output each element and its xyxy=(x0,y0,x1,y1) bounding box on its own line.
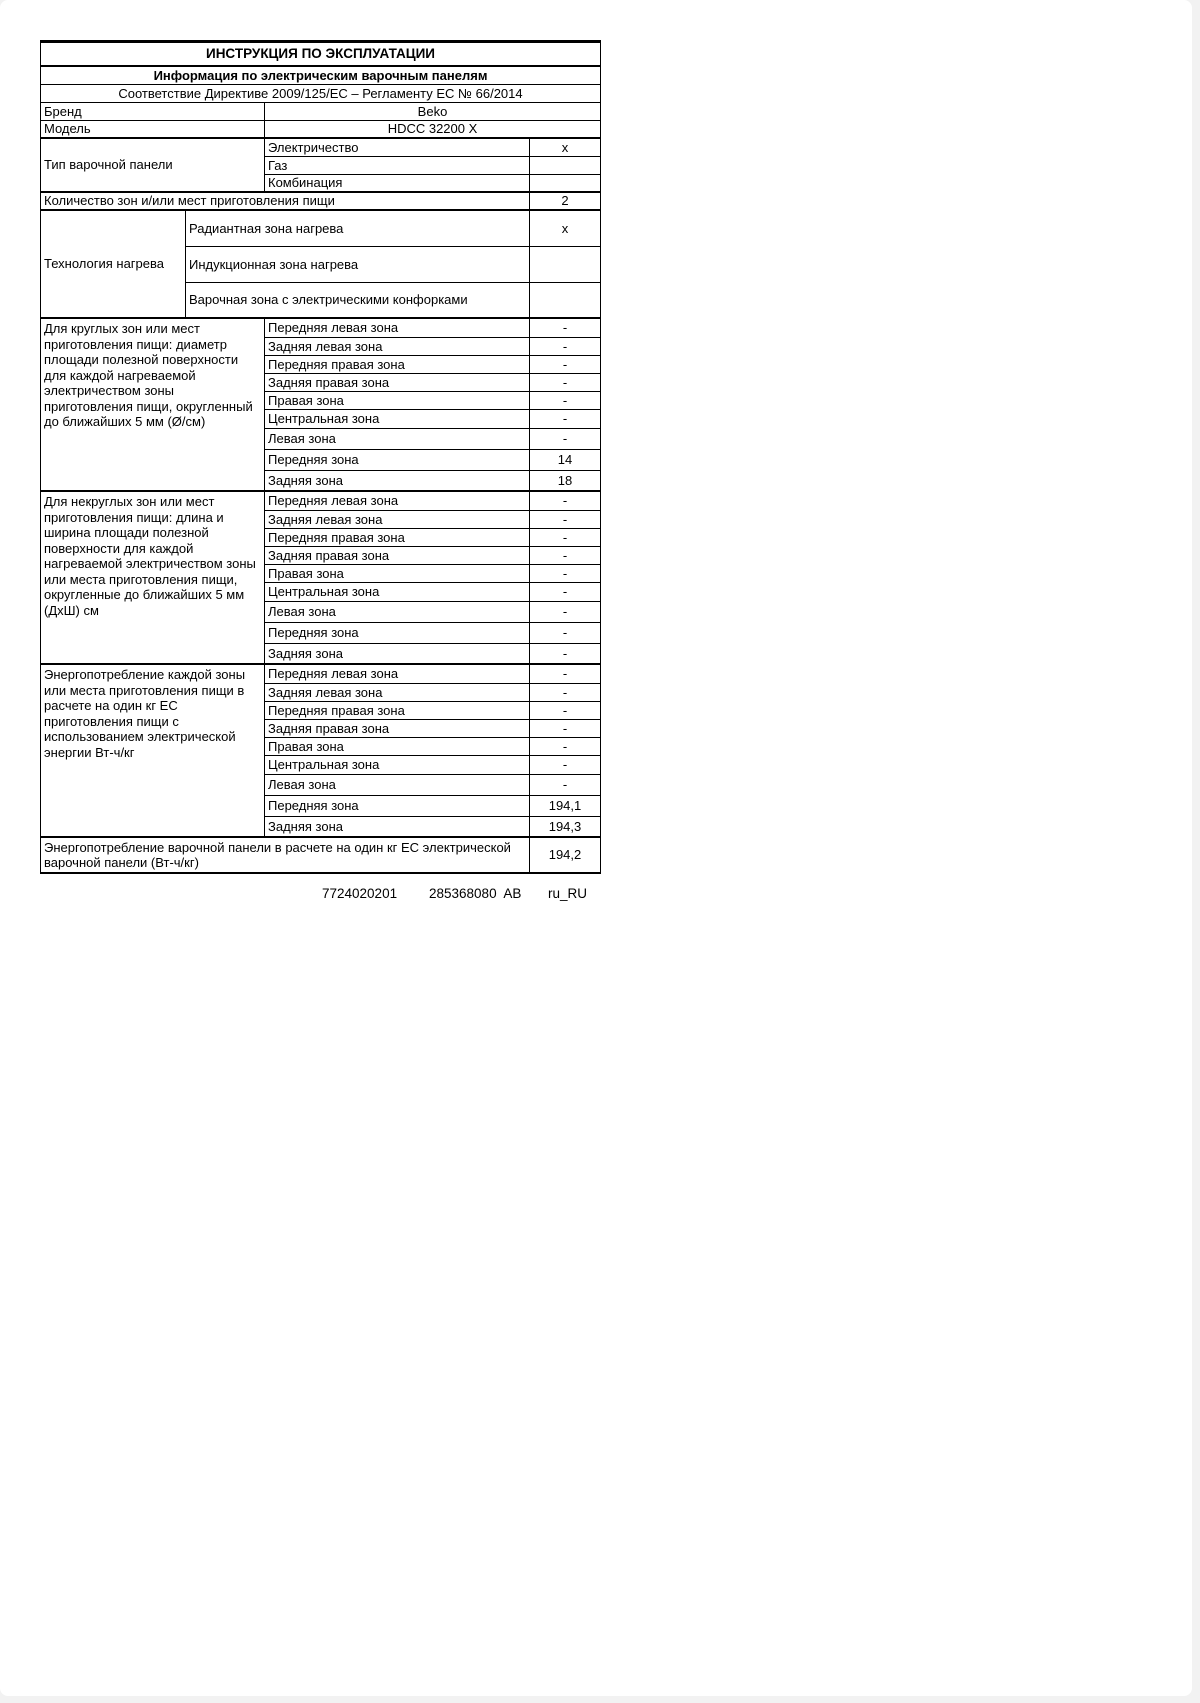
round-zone-row-label: Передняя правая зона xyxy=(265,356,530,374)
round-zone-row-value: - xyxy=(530,410,600,429)
nonround-zone-row-value: - xyxy=(530,565,600,583)
nonround-zone-row-label: Передняя левая зона xyxy=(265,492,530,511)
heating-tech-option-label: Радиантная зона нагрева xyxy=(186,211,530,247)
nonround-zone-row-value: - xyxy=(530,644,600,665)
heating-tech-option-value xyxy=(530,247,600,283)
hob-type-label: Тип варочной панели xyxy=(41,139,265,193)
nonround-zone-row-label: Левая зона xyxy=(265,602,530,623)
directive-line: Соответствие Директиве 2009/125/ЕС – Регламенту ЕС № 66/2014 xyxy=(41,85,600,103)
energy-zone-row-label: Правая зона xyxy=(265,738,530,756)
energy-zone-row-value: - xyxy=(530,665,600,684)
heating-tech-option-value xyxy=(530,283,600,319)
round-zone-row-label: Левая зона xyxy=(265,429,530,450)
energy-zone-row-label: Передняя левая зона xyxy=(265,665,530,684)
zone-count-label: Количество зон и/или мест приготовления пищи xyxy=(41,193,530,211)
footer-code-2: 285368080 AB xyxy=(429,886,522,901)
hob-type-option-label: Комбинация xyxy=(265,175,530,193)
heating-tech-option-value: x xyxy=(530,211,600,247)
round-zone-row-value: - xyxy=(530,356,600,374)
spec-table xyxy=(40,103,601,874)
sheet-header xyxy=(40,40,601,103)
energy-zone-row-label: Задняя правая зона xyxy=(265,720,530,738)
energy-zone-row-value: 194,1 xyxy=(530,796,600,817)
round-zone-row-label: Передняя левая зона xyxy=(265,319,530,338)
energy-zone-row-value: - xyxy=(530,756,600,775)
footer-locale: ru_RU xyxy=(548,886,588,901)
energy-zone-row-value: - xyxy=(530,738,600,756)
nonround-zone-row-label: Задняя зона xyxy=(265,644,530,665)
hob-type-option-label: Газ xyxy=(265,157,530,175)
energy-zone-row-value: - xyxy=(530,702,600,720)
heating-tech-label: Технология нагрева xyxy=(41,211,186,319)
hob-type-option-value xyxy=(530,157,600,175)
nonround-zone-row-label: Правая зона xyxy=(265,565,530,583)
round-zone-row-label: Передняя зона xyxy=(265,450,530,471)
energy-zone-row-label: Задняя левая зона xyxy=(265,684,530,702)
round-zone-row-value: 18 xyxy=(530,471,600,492)
energy-zone-row-label: Задняя зона xyxy=(265,817,530,838)
round-zone-row-value: - xyxy=(530,319,600,338)
heating-tech-option-label: Индукционная зона нагрева xyxy=(186,247,530,283)
energy-zone-row-value: - xyxy=(530,775,600,796)
round-zone-row-label: Задняя правая зона xyxy=(265,374,530,392)
nonround-zone-row-value: - xyxy=(530,529,600,547)
zone-count-value: 2 xyxy=(530,193,600,211)
model-value: HDCC 32200 X xyxy=(265,121,600,139)
nonround-zone-row-value: - xyxy=(530,511,600,529)
round-zone-row-label: Задняя левая зона xyxy=(265,338,530,356)
round-zone-row-value: - xyxy=(530,429,600,450)
nonround-zone-row-label: Центральная зона xyxy=(265,583,530,602)
nonround-zone-row-value: - xyxy=(530,492,600,511)
round-zone-row-value: 14 xyxy=(530,450,600,471)
nonround-zone-row-value: - xyxy=(530,602,600,623)
round-zone-row-label: Центральная зона xyxy=(265,410,530,429)
nonround-zone-row-value: - xyxy=(530,623,600,644)
document-footer xyxy=(40,886,601,904)
energy-zone-row-value: 194,3 xyxy=(530,817,600,838)
round-zone-row-value: - xyxy=(530,392,600,410)
nonround-zone-group-label: Для некруглых зон или мест приготовления пищи: длина и ширина площади полезной поверхности для каждой нагреваемой электричеством зоны или места приготовления пищи, округленные до ближайших 5 мм (ДхШ) см xyxy=(41,492,265,665)
round-zone-row-label: Правая зона xyxy=(265,392,530,410)
nonround-zone-row-label: Передняя зона xyxy=(265,623,530,644)
brand-label: Бренд xyxy=(41,103,265,121)
round-zone-group-label: Для круглых зон или мест приготовления пищи: диаметр площади полезной поверхности для каждой нагреваемой электричеством зоны приготовления пищи, округленный до ближайших 5 мм (Ø/см) xyxy=(41,319,265,492)
sheet-title: ИНСТРУКЦИЯ ПО ЭКСПЛУАТАЦИИ xyxy=(41,43,600,67)
heating-tech-option-label: Варочная зона с электрическими конфорками xyxy=(186,283,530,319)
product-info-sheet xyxy=(40,40,601,874)
nonround-zone-row-value: - xyxy=(530,547,600,565)
energy-total-value: 194,2 xyxy=(530,838,600,874)
energy-zone-row-label: Передняя правая зона xyxy=(265,702,530,720)
energy-zone-group-label: Энергопотребление каждой зоны или места приготовления пищи в расчете на один кг ЕС приготовления пищи с использованием электрической энергии Вт-ч/кг xyxy=(41,665,265,838)
energy-zone-row-label: Центральная зона xyxy=(265,756,530,775)
energy-zone-row-value: - xyxy=(530,720,600,738)
round-zone-row-value: - xyxy=(530,338,600,356)
energy-zone-row-label: Левая зона xyxy=(265,775,530,796)
model-label: Модель xyxy=(41,121,265,139)
nonround-zone-row-label: Задняя правая зона xyxy=(265,547,530,565)
brand-value: Beko xyxy=(265,103,600,121)
round-zone-row-value: - xyxy=(530,374,600,392)
nonround-zone-row-value: - xyxy=(530,583,600,602)
sheet-subtitle: Информация по электрическим варочным панелям xyxy=(41,67,600,85)
hob-type-option-value xyxy=(530,175,600,193)
energy-zone-row-value: - xyxy=(530,684,600,702)
round-zone-row-label: Задняя зона xyxy=(265,471,530,492)
nonround-zone-row-label: Передняя правая зона xyxy=(265,529,530,547)
nonround-zone-row-label: Задняя левая зона xyxy=(265,511,530,529)
energy-total-label: Энергопотребление варочной панели в расчете на один кг ЕС электрической варочной панели (Вт-ч/кг) xyxy=(41,838,530,874)
hob-type-option-value: x xyxy=(530,139,600,157)
footer-code-1: 7724020201 xyxy=(322,886,398,901)
hob-type-option-label: Электричество xyxy=(265,139,530,157)
energy-zone-row-label: Передняя зона xyxy=(265,796,530,817)
